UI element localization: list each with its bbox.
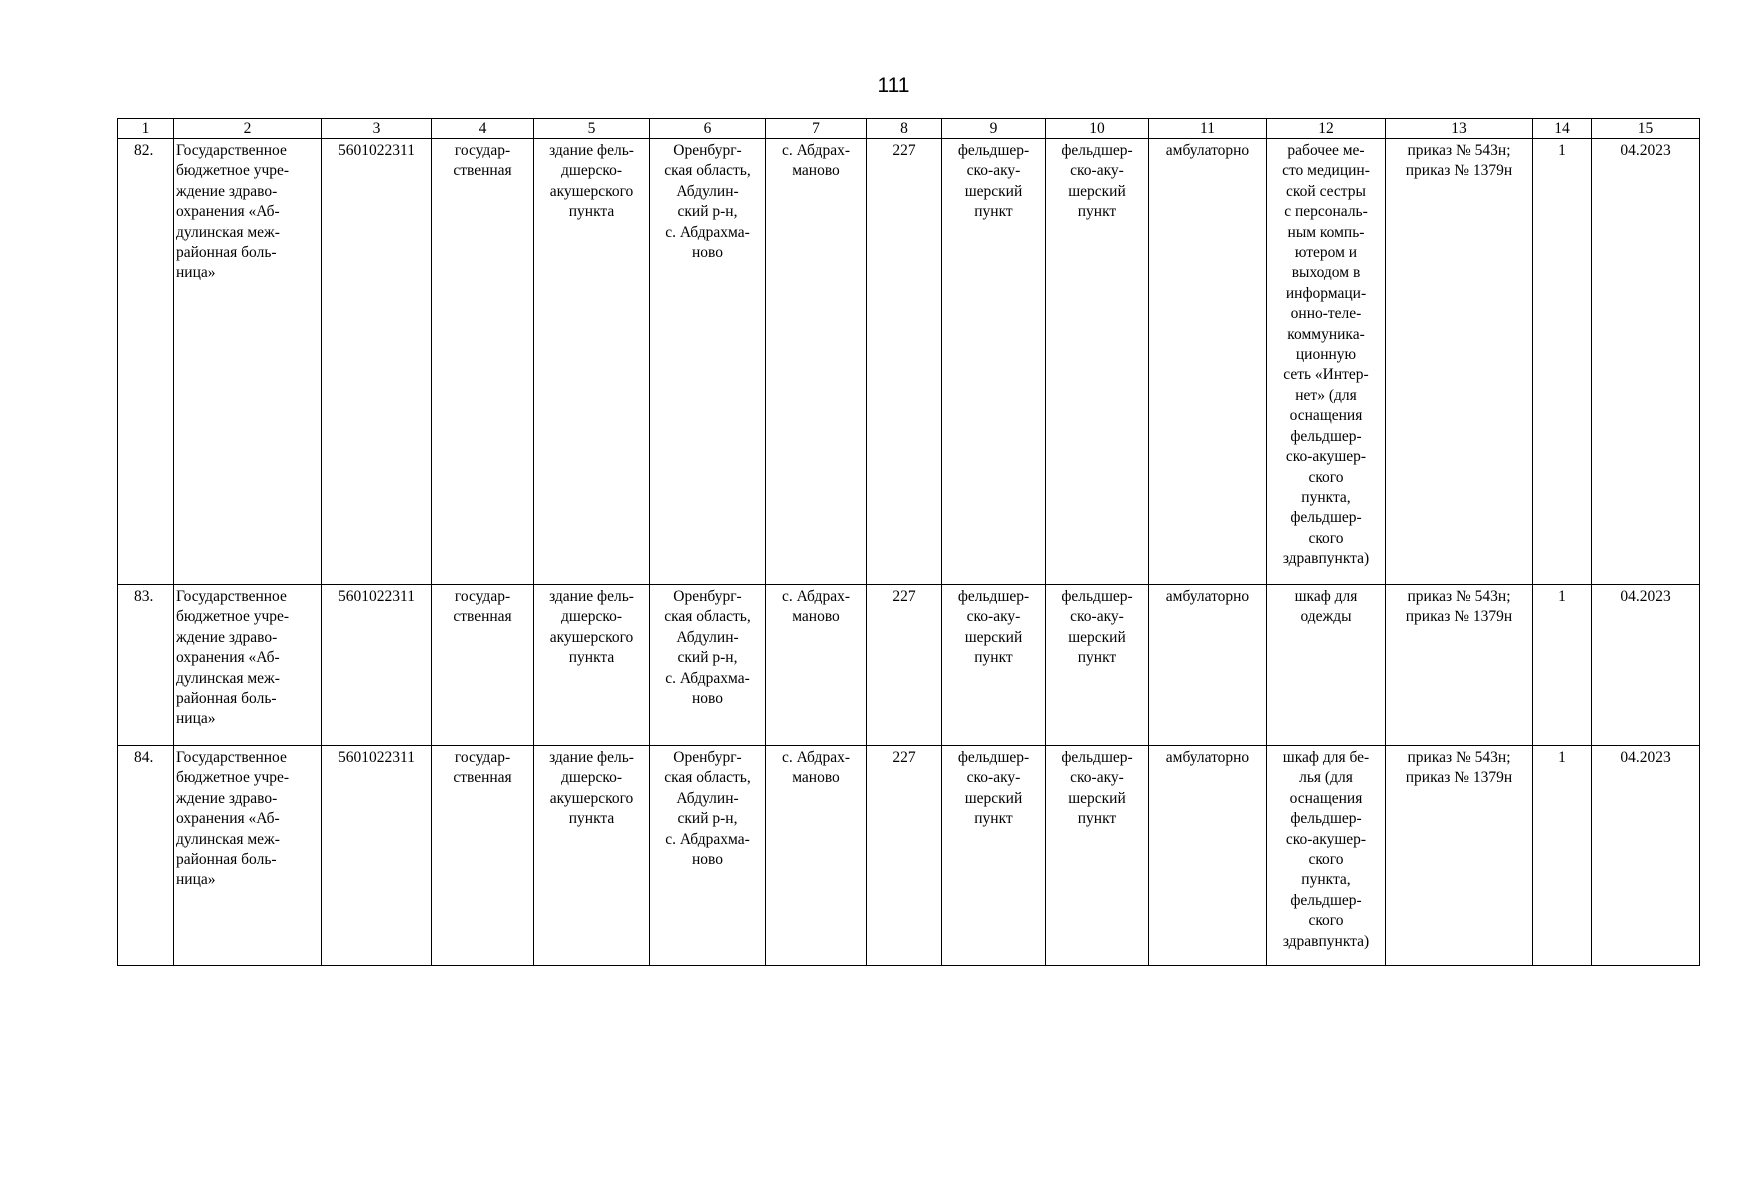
cell-text-line: ско-аку- — [1070, 608, 1124, 626]
settlement-cell — [766, 746, 867, 966]
cell-text-line: дулинская меж- — [176, 223, 280, 241]
cell-text-line: шкаф для — [1294, 588, 1358, 605]
cell-text-line: Абдулин- — [676, 628, 739, 646]
cell-text-line: пункт — [1077, 810, 1117, 828]
cell-text-line: приказ № 1379н — [1405, 162, 1513, 180]
cell-text-line: Государственное — [176, 588, 287, 605]
cell-text-line: приказ № 1379н — [1405, 769, 1513, 787]
column-header: 6 — [650, 119, 766, 139]
cell-text-line: с. Абдрах- — [782, 588, 850, 605]
ownership-cell — [432, 585, 534, 746]
cell-text-line: ского — [1308, 529, 1344, 547]
cell-text-line: ской сестры — [1286, 182, 1366, 200]
cell-text-line: фельдшер- — [957, 749, 1030, 766]
cell-text-line: ского — [1308, 912, 1344, 930]
equipment-cell — [1267, 585, 1386, 746]
column-header: 3 — [322, 119, 432, 139]
cell-text-line: бюджетное учре- — [176, 608, 290, 626]
cell-text-line: Оренбург- — [673, 588, 742, 605]
column-header: 4 — [432, 119, 534, 139]
cell-text-line: фельдшер- — [1290, 427, 1362, 445]
cell-text-line: фельдшер- — [1290, 509, 1362, 527]
cell-text-line: районная боль- — [176, 690, 277, 708]
cell-text-line: районная боль- — [176, 851, 277, 869]
cell-text-line: ждение здраво- — [176, 628, 278, 646]
date-cell: 04.2023 — [1592, 139, 1700, 585]
table-row — [118, 139, 1700, 585]
cell-text-line: ский р-н, — [677, 203, 738, 221]
cell-text-line: здравпункта) — [1282, 550, 1370, 568]
cell-text-line: бюджетное учре- — [176, 162, 290, 180]
equipment-cell — [1267, 139, 1386, 585]
cell-text-line: пункта, — [1301, 871, 1351, 889]
cell-text-line: ственная — [453, 608, 512, 626]
institution-cell — [174, 585, 322, 746]
population-cell: 227 — [867, 585, 942, 746]
population-cell: 227 — [867, 139, 942, 585]
cell-text-line: районная боль- — [176, 244, 277, 262]
cell-text-line: пункта — [568, 649, 615, 667]
cell-text-line: с. Абдрахма- — [665, 223, 750, 241]
cell-text-line: с персональ- — [1284, 203, 1368, 221]
cell-text-line: ская область, — [664, 608, 751, 626]
column-header: 10 — [1046, 119, 1149, 139]
cell-text-line: дшерско- — [561, 608, 622, 626]
cell-text-line: пункт — [974, 203, 1013, 221]
cell-text-line: ский р-н, — [677, 810, 738, 828]
building-cell — [534, 585, 650, 746]
cell-text-line: охранения «Аб- — [176, 810, 280, 828]
cell-text-line: пункт — [974, 649, 1013, 667]
cell-text-line: приказ № 1379н — [1405, 608, 1513, 626]
cell-text-line: здание фель- — [549, 142, 634, 159]
cell-text-line: охранения «Аб- — [176, 203, 280, 221]
column-header: 5 — [534, 119, 650, 139]
cell-text-line: ско-аку- — [1070, 162, 1124, 180]
cell-text-line: ско-аку- — [966, 162, 1021, 180]
institution-cell — [174, 746, 322, 966]
structural-unit-cell — [1046, 139, 1149, 585]
cell-text-line: пункт — [974, 810, 1013, 828]
inn-cell: 5601022311 — [322, 139, 432, 585]
structural-unit-cell — [1046, 746, 1149, 966]
column-number-header-row — [118, 119, 1700, 139]
cell-text-line: сеть «Интер- — [1283, 366, 1369, 384]
cell-text-line: акушерского — [549, 182, 634, 200]
settlement-cell — [766, 585, 867, 746]
inn-cell: 5601022311 — [322, 746, 432, 966]
cell-text-line: маново — [792, 608, 840, 626]
cell-text-line: сто медицин- — [1282, 162, 1370, 180]
cell-text-line: фельдшер- — [1061, 749, 1133, 766]
cell-text-line: ново — [691, 690, 723, 708]
row-number-cell: 82. — [118, 139, 174, 585]
cell-text-line: ско-акушер- — [1285, 448, 1367, 466]
ownership-cell — [432, 746, 534, 966]
cell-text-line: ско-аку- — [966, 608, 1021, 626]
cell-text-line: Государственное — [176, 142, 287, 159]
cell-text-line: ского — [1308, 851, 1344, 869]
cell-text-line: шерский — [964, 628, 1023, 646]
address-cell — [650, 139, 766, 585]
population-cell: 227 — [867, 746, 942, 966]
table-row — [118, 746, 1700, 966]
cell-text-line: пункта — [568, 203, 615, 221]
cell-text-line: шерский — [964, 789, 1023, 807]
page-number: 111 — [877, 74, 910, 97]
cell-text-line: ственная — [453, 769, 512, 787]
column-header: 13 — [1386, 119, 1533, 139]
cell-text-line: ционную — [1295, 346, 1357, 364]
building-cell — [534, 139, 650, 585]
cell-text-line: здание фель- — [549, 588, 634, 605]
cell-text-line: с. Абдрахма- — [665, 669, 750, 687]
cell-text-line: Оренбург- — [673, 142, 742, 159]
cell-text-line: Абдулин- — [676, 789, 739, 807]
cell-text-line: ново — [691, 851, 723, 869]
cell-text-line: охранения «Аб- — [176, 649, 280, 667]
cell-text-line: пункта, — [1301, 488, 1351, 506]
column-header: 11 — [1149, 119, 1267, 139]
care-conditions-cell: амбулаторно — [1149, 139, 1267, 585]
cell-text-line: ско-аку- — [1070, 769, 1124, 787]
cell-text-line: Государственное — [176, 749, 287, 766]
cell-text-line: фельдшер- — [957, 588, 1030, 605]
cell-text-line: фельдшер- — [1290, 891, 1362, 909]
inn-cell: 5601022311 — [322, 585, 432, 746]
cell-text-line: одежды — [1300, 608, 1352, 626]
cell-text-line: акушерского — [549, 789, 634, 807]
cell-text-line: ждение здраво- — [176, 789, 278, 807]
column-header: 12 — [1267, 119, 1386, 139]
cell-text-line: ным компь- — [1287, 223, 1365, 241]
cell-text-line: государ- — [454, 749, 511, 766]
cell-text-line: ского — [1308, 468, 1344, 486]
cell-text-line: ско-акушер- — [1285, 830, 1367, 848]
cell-text-line: шкаф для бе- — [1282, 749, 1370, 766]
structural-unit-cell — [1046, 585, 1149, 746]
row-number-cell: 84. — [118, 746, 174, 966]
cell-text-line: ская область, — [664, 769, 751, 787]
cell-text-line: государ- — [454, 142, 511, 159]
cell-text-line: Оренбург- — [673, 749, 742, 766]
cell-text-line: выходом в — [1291, 264, 1361, 282]
column-header: 14 — [1533, 119, 1592, 139]
cell-text-line: онно-теле- — [1290, 305, 1362, 323]
cell-text-line: шерский — [964, 182, 1023, 200]
cell-text-line: фельдшер- — [1290, 810, 1362, 828]
quantity-cell: 1 — [1533, 139, 1592, 585]
cell-text-line: ютером и — [1294, 244, 1358, 262]
cell-text-line: лья (для — [1299, 769, 1353, 787]
cell-text-line: ский р-н, — [677, 649, 738, 667]
cell-text-line: дшерско- — [561, 769, 622, 787]
cell-text-line: шерский — [1068, 182, 1126, 200]
cell-text-line: бюджетное учре- — [176, 769, 290, 787]
care-conditions-cell: амбулаторно — [1149, 746, 1267, 966]
subdivision-cell — [942, 746, 1046, 966]
cell-text-line: с. Абдрах- — [782, 749, 850, 766]
cell-text-line: дшерско- — [561, 162, 622, 180]
cell-text-line: здание фель- — [549, 749, 634, 766]
row-number-cell: 83. — [118, 585, 174, 746]
cell-text-line: маново — [792, 162, 840, 180]
care-conditions-cell: амбулаторно — [1149, 585, 1267, 746]
column-header: 15 — [1592, 119, 1700, 139]
institution-cell — [174, 139, 322, 585]
cell-text-line: ская область, — [664, 162, 751, 180]
cell-text-line: приказ № 543н; — [1407, 749, 1511, 766]
basis-cell — [1386, 746, 1533, 966]
cell-text-line: с. Абдрах- — [782, 142, 850, 159]
date-cell: 04.2023 — [1592, 585, 1700, 746]
cell-text-line: нет» (для — [1295, 386, 1357, 404]
cell-text-line: шерский — [1068, 789, 1126, 807]
quantity-cell: 1 — [1533, 585, 1592, 746]
subdivision-cell — [942, 585, 1046, 746]
cell-text-line: фельдшер- — [1061, 142, 1133, 159]
cell-text-line: оснащения — [1289, 789, 1363, 807]
cell-text-line: ново — [691, 244, 723, 262]
settlement-cell — [766, 139, 867, 585]
cell-text-line: шерский — [1068, 628, 1126, 646]
column-header: 2 — [174, 119, 322, 139]
basis-cell — [1386, 139, 1533, 585]
cell-text-line: приказ № 543н; — [1407, 142, 1511, 159]
column-header: 1 — [118, 119, 174, 139]
cell-text-line: информаци- — [1285, 284, 1367, 302]
cell-text-line: государ- — [454, 588, 511, 605]
cell-text-line: приказ № 543н; — [1407, 588, 1511, 605]
cell-text-line: ско-аку- — [966, 769, 1021, 787]
column-header: 7 — [766, 119, 867, 139]
quantity-cell: 1 — [1533, 746, 1592, 966]
cell-text-line: ственная — [453, 162, 512, 180]
table-row — [118, 585, 1700, 746]
subdivision-cell — [942, 139, 1046, 585]
cell-text-line: дулинская меж- — [176, 830, 280, 848]
cell-text-line: здравпункта) — [1282, 932, 1370, 950]
cell-text-line: коммуника- — [1287, 325, 1365, 343]
address-cell — [650, 585, 766, 746]
cell-text-line: фельдшер- — [1061, 588, 1133, 605]
cell-text-line: Абдулин- — [676, 182, 739, 200]
cell-text-line: ница» — [176, 871, 216, 889]
cell-text-line: ждение здраво- — [176, 182, 278, 200]
cell-text-line: дулинская меж- — [176, 669, 280, 687]
date-cell: 04.2023 — [1592, 746, 1700, 966]
cell-text-line: пункт — [1077, 203, 1117, 221]
cell-text-line: оснащения — [1289, 407, 1363, 425]
basis-cell — [1386, 585, 1533, 746]
cell-text-line: фельдшер- — [957, 142, 1030, 159]
equipment-register-table — [117, 118, 1700, 966]
address-cell — [650, 746, 766, 966]
building-cell — [534, 746, 650, 966]
cell-text-line: рабочее ме- — [1287, 142, 1365, 159]
equipment-cell — [1267, 746, 1386, 966]
column-header: 9 — [942, 119, 1046, 139]
cell-text-line: пункта — [568, 810, 615, 828]
cell-text-line: акушерского — [549, 628, 634, 646]
cell-text-line: ница» — [176, 264, 216, 282]
cell-text-line: ница» — [176, 710, 216, 728]
cell-text-line: маново — [792, 769, 840, 787]
ownership-cell — [432, 139, 534, 585]
cell-text-line: с. Абдрахма- — [665, 830, 750, 848]
column-header: 8 — [867, 119, 942, 139]
cell-text-line: пункт — [1077, 649, 1117, 667]
